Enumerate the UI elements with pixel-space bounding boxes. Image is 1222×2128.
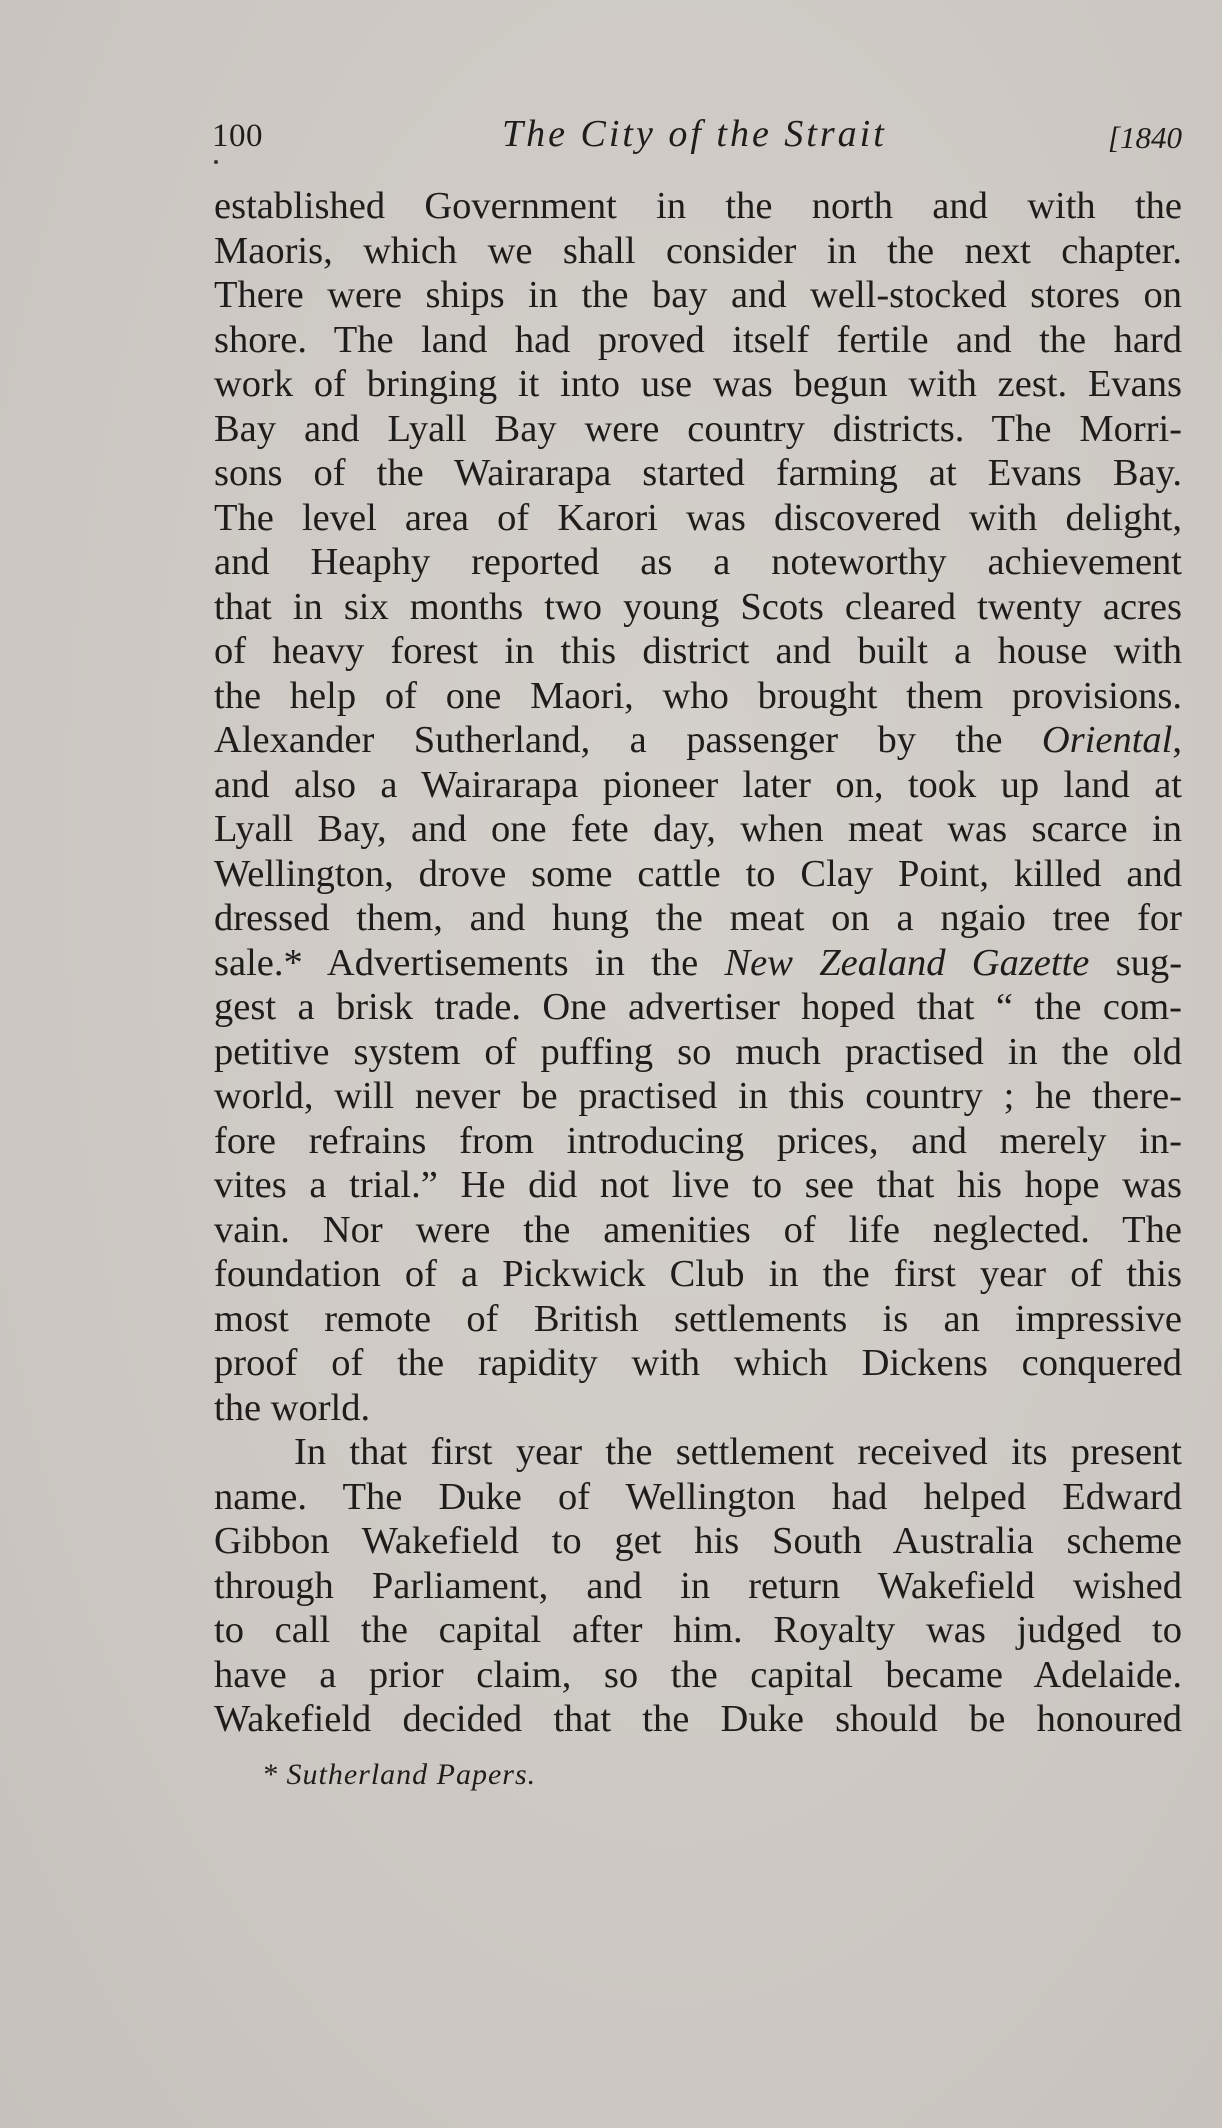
text-line: Gibbon Wakefield to get his South Australia scheme — [214, 1520, 1182, 1562]
text-line: to call the capital after him. Royalty was judged to — [214, 1609, 1182, 1651]
text-line: foundation of a Pickwick Club in the first year of this — [214, 1253, 1182, 1295]
text-line: Bay and Lyall Bay were country districts. The Morri- — [214, 407, 1182, 450]
text-line: and Heaphy reported as a noteworthy achievement — [214, 541, 1182, 583]
text-line: In that first year the settlement received its present — [294, 1431, 1182, 1473]
text-line: sale.* Advertisements in the New Zealand Gazette sug- — [214, 941, 1183, 984]
text-line: There were ships in the bay and well-stocked stores on — [214, 274, 1182, 316]
text-line: Alexander Sutherland, a passenger by the Oriental, — [214, 719, 1182, 761]
text-line: established Government in the north and with the — [214, 185, 1182, 227]
text-line: gest a brisk trade. One advertiser hoped that “ the com- — [214, 986, 1182, 1028]
footnote: * Sutherland Papers. — [262, 1758, 537, 1791]
text-line: shore. The land had proved itself fertile and the hard — [214, 318, 1182, 361]
text-line: the help of one Maori, who brought them provisions. — [214, 674, 1182, 717]
text-line: and also a Wairarapa pioneer later on, took up land at — [214, 763, 1182, 806]
body-text — [214, 184, 1182, 1742]
text-line: world, will never be practised in this country ; he there- — [214, 1075, 1182, 1117]
text-line: through Parliament, and in return Wakefield wished — [214, 1564, 1182, 1607]
text-line: petitive system of puffing so much practised in the old — [214, 1030, 1182, 1073]
text-line: vain. Nor were the amenities of life neglected. The — [214, 1208, 1182, 1251]
text-line: the world. — [214, 1386, 371, 1429]
text-line: have a prior claim, so the capital became Adelaide. — [214, 1653, 1182, 1696]
running-head — [212, 112, 1182, 162]
text-line: proof of the rapidity with which Dickens conquered — [214, 1342, 1182, 1384]
text-line: name. The Duke of Wellington had helped Edward — [214, 1475, 1182, 1518]
running-year: [1840 — [1107, 120, 1182, 155]
text-line: sons of the Wairarapa started farming at Evans Bay. — [214, 452, 1182, 494]
text-line: of heavy forest in this district and built a house with — [214, 630, 1182, 672]
page-number: 100 — [212, 118, 263, 154]
text-line: most remote of British settlements is an impressive — [214, 1297, 1182, 1340]
text-line: Wellington, drove some cattle to Clay Point, killed and — [214, 852, 1182, 895]
text-line: work of bringing it into use was begun with zest. Evans — [214, 363, 1182, 405]
text-line: fore refrains from introducing prices, and merely in- — [214, 1119, 1182, 1162]
text-line: The level area of Karori was discovered with delight, — [214, 496, 1182, 539]
text-line: dressed them, and hung the meat on a ngaio tree for — [214, 897, 1182, 939]
text-line: Maoris, which we shall consider in the next chapter. — [214, 229, 1182, 272]
text-line: Lyall Bay, and one fete day, when meat was scarce in — [214, 808, 1182, 850]
ink-speck — [214, 160, 218, 164]
text-line: that in six months two young Scots cleared twenty acres — [214, 585, 1182, 628]
text-line: Wakefield decided that the Duke should be honoured — [214, 1698, 1182, 1740]
text-line: vites a trial.” He did not live to see that his hope was — [214, 1164, 1182, 1206]
running-title: The City of the Strait — [502, 113, 887, 155]
